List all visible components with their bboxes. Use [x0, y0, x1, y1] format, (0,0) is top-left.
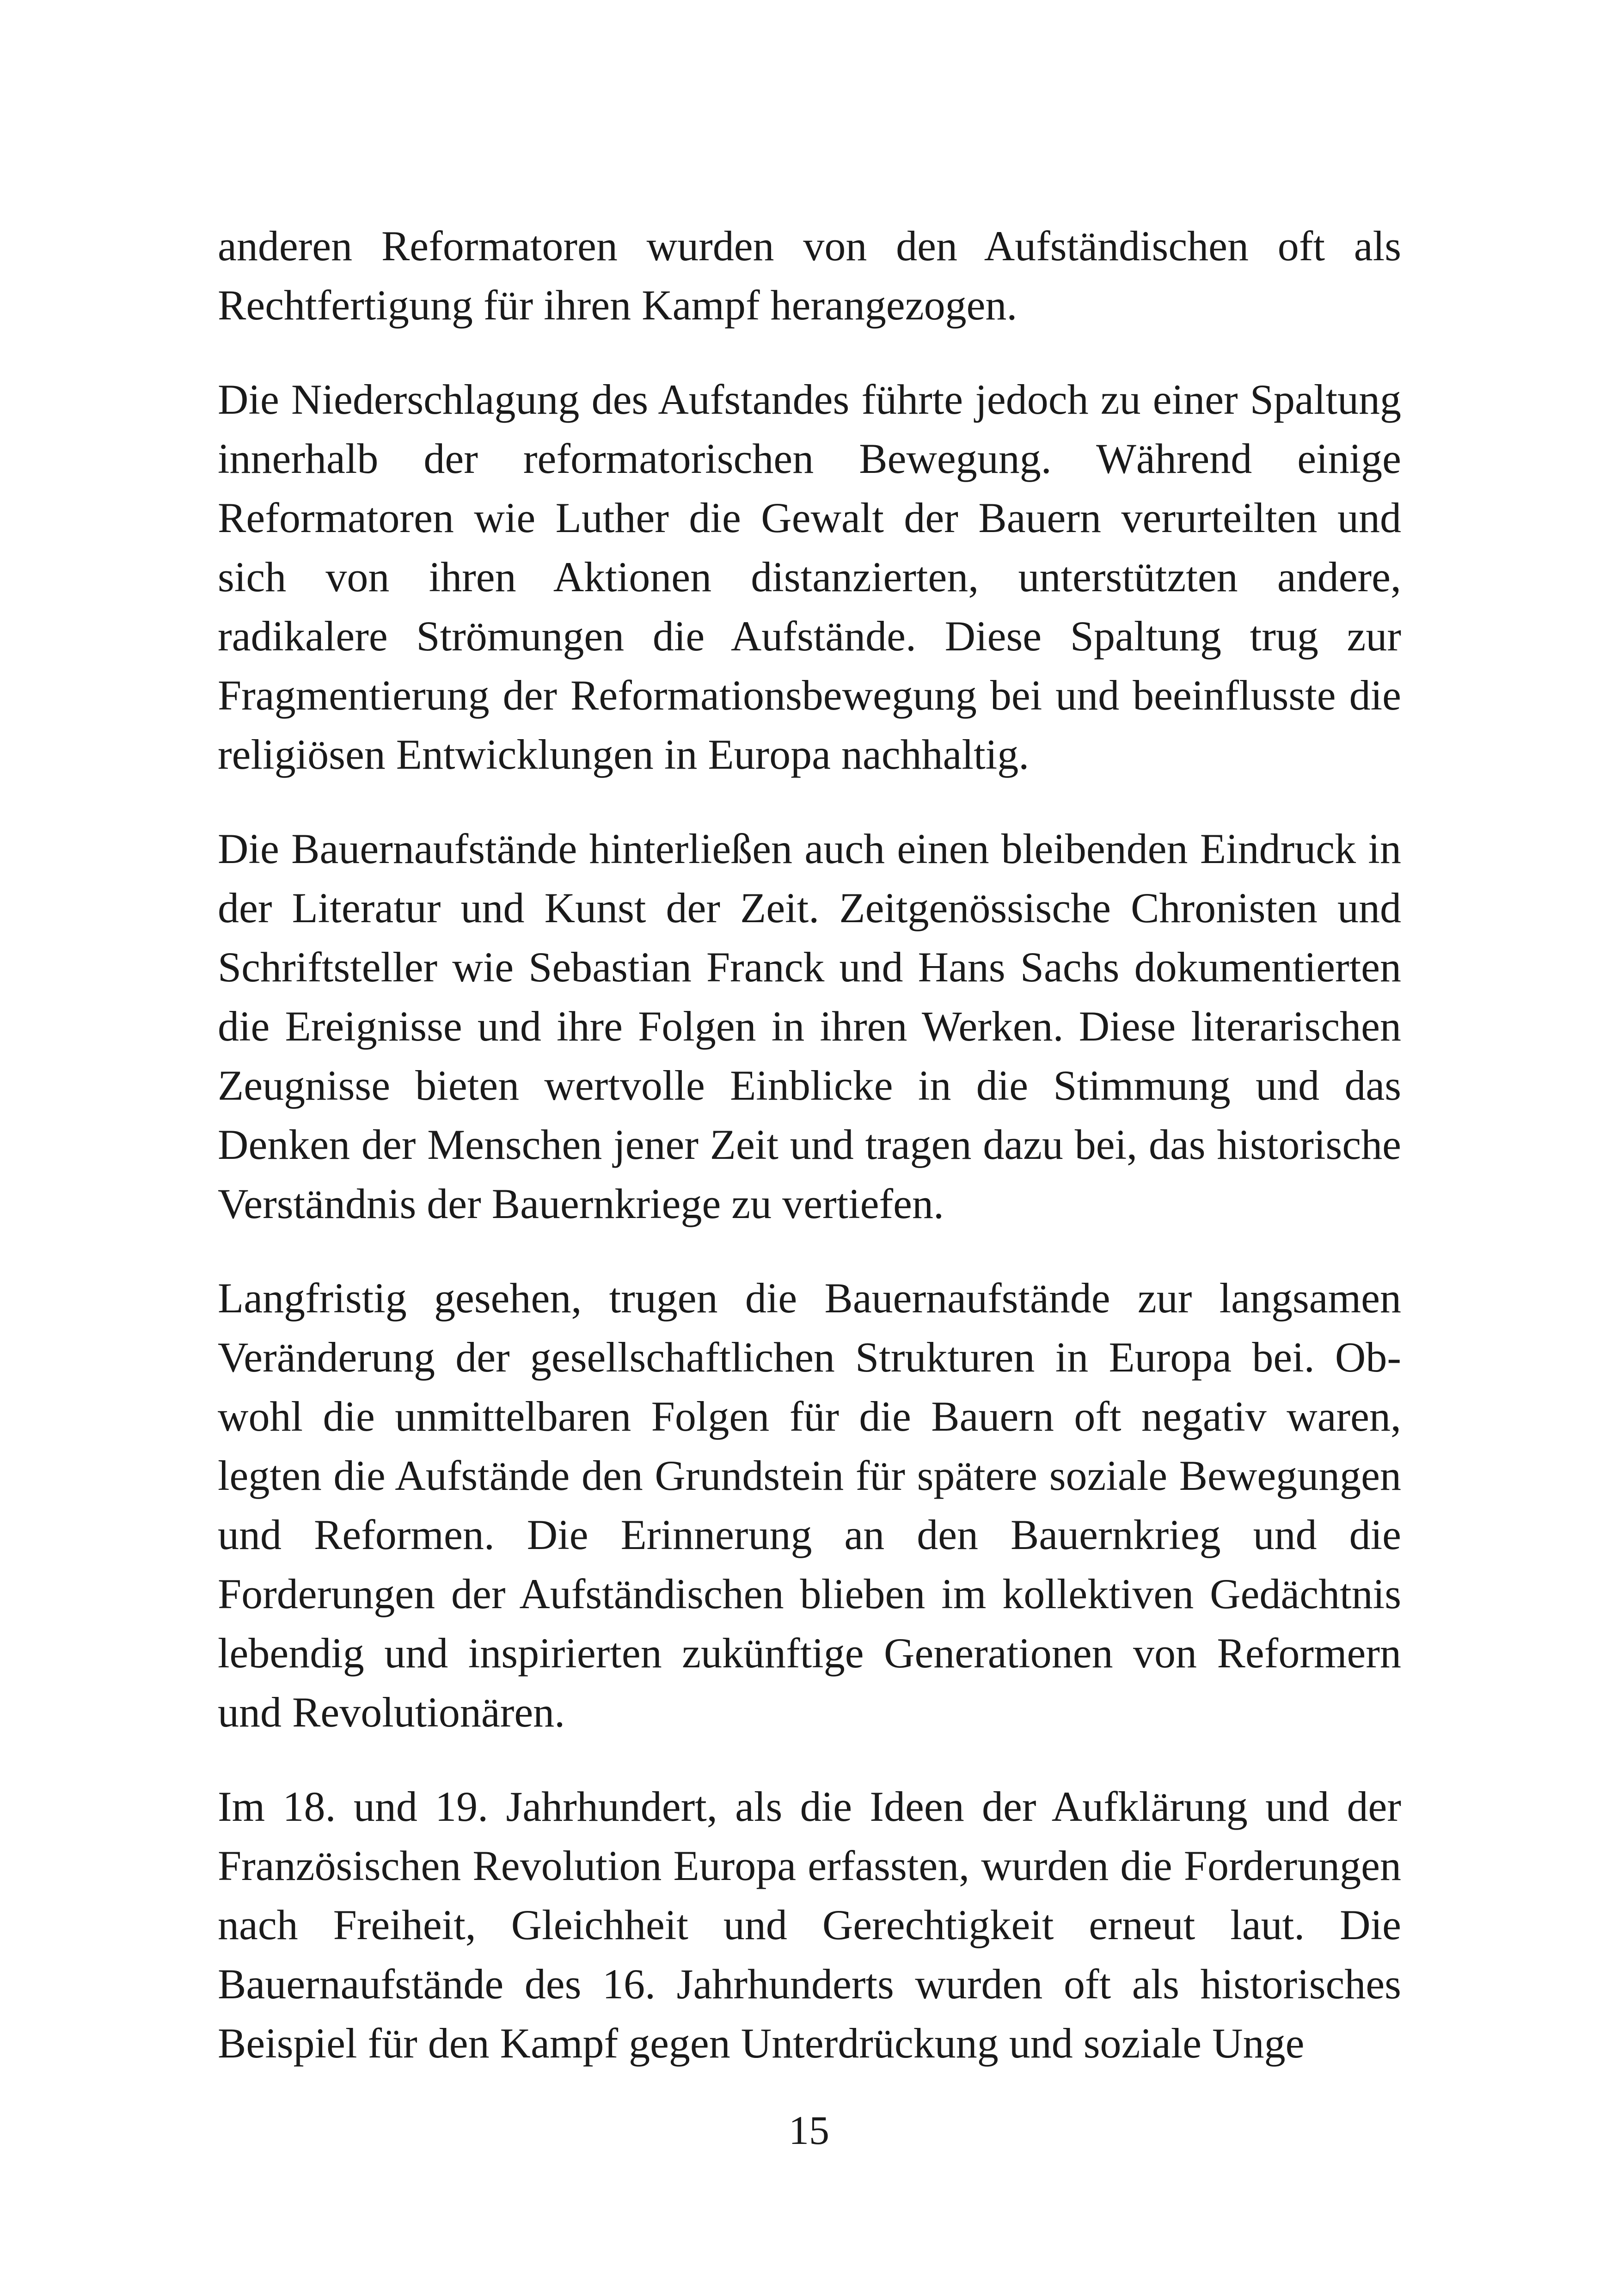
page-number: 15	[789, 2108, 829, 2153]
paragraph-2: Die Niederschlagung des Aufstandes führte jedoch zu einer Spaltung innerhalb der reformatorischen Bewegung. Während einige Reformatoren wie Luther die Gewalt der Bauern verurteilten und sich von ihren Aktionen distanzierten, unterstützten andere, radikalere Strömungen die Aufstände. Diese Spaltung trug zur Fragmentierung der Reformationsbewegung bei und beeinflusste die religiösen Entwicklungen in Europa nachhaltig.	[218, 376, 1401, 778]
paragraph-4: Langfristig gesehen, trugen die Bauernaufstände zur langsamen Veränderung der gesellschaftlichen Strukturen in Europa bei. Obwohl die unmittelbaren Folgen für die Bauern oft negativ waren, legten die Aufstände den Grundstein für spätere soziale Bewegungen und Reformen. Die Erinnerung an den Bauernkrieg und die Forderungen der Aufständischen blieben im kollektiven Gedächtnis lebendig und inspirierten zukünftige Generationen von Reformern und Revolutionären.	[218, 1274, 1401, 1736]
body-text	[218, 216, 1401, 2108]
paragraph-1: anderen Reformatoren wurden von den Aufständischen oft als Rechtfertigung für ihren Kampf herangezogen.	[218, 222, 1401, 329]
paragraph-5: Im 18. und 19. Jahrhundert, als die Ideen der Aufklärung und der Französischen Revolution Europa erfassten, wurden die Forderungen nach Freiheit, Gleichheit und Gerechtigkeit erneut laut. Die Bauernaufstände des 16. Jahrhunderts wurden oft als historisches Beispiel für den Kampf gegen Unterdrückung und soziale Unge	[218, 1783, 1401, 2067]
paragraph-3: Die Bauernaufstände hinterließen auch einen bleibenden Eindruck in der Literatur und Kunst der Zeit. Zeitgenössische Chronisten und Schriftsteller wie Sebastian Franck und Hans Sachs dokumentierten die Ereignisse und ihre Folgen in ihren Werken. Diese literarischen Zeugnisse bieten wertvolle Einblicke in die Stimmung und das Denken der Menschen jener Zeit und tragen dazu bei, das historische Verständnis der Bauernkriege zu vertiefen.	[218, 825, 1401, 1227]
